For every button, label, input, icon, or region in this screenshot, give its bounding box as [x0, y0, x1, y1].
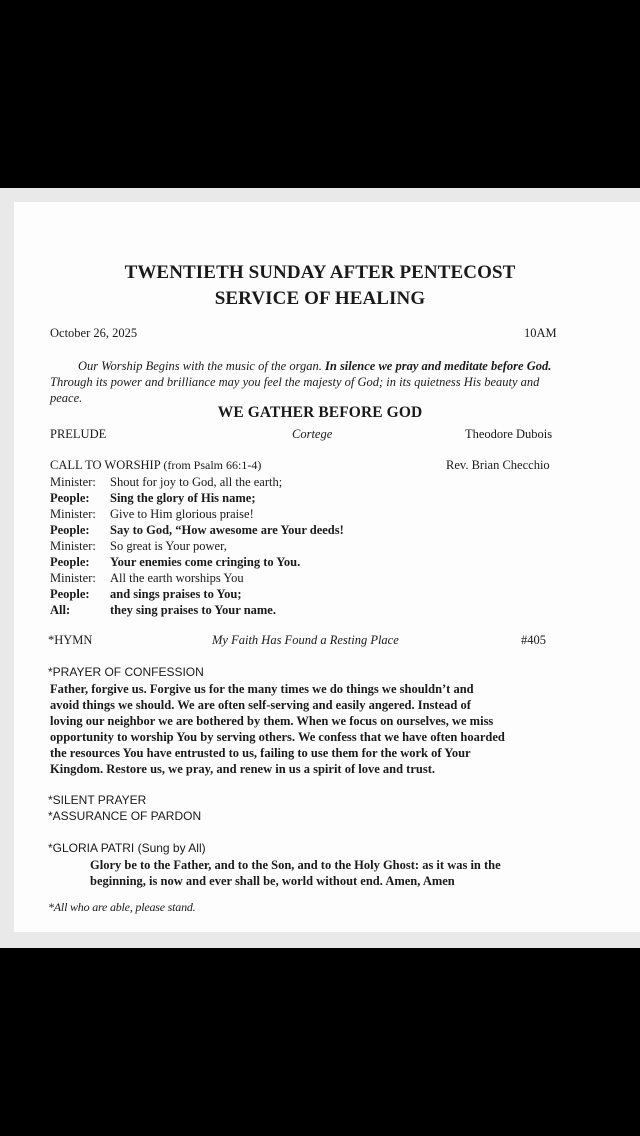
call-to-worship-reference: (from Psalm 66:1-4) — [163, 458, 262, 472]
gloria-label: *GLORIA PATRI (Sung by All) — [48, 841, 206, 855]
page-subtitle: SERVICE OF HEALING — [214, 288, 426, 309]
confession-text: Father, forgive us. Forgive us for the many times we do things we shouldn’t and avoid things we should. We are often self-serving and easily angered. Instead of loving our neighbor we are bothered by them. When we focus on ourselves, we miss opportunity to worship You by serving others. We confess that we have often hoarded the resources You have entrusted to us, failing to use them for the work of Your Kingdom. Restore us, we pray, and renew in us a spirit of love and trust. — [50, 682, 505, 776]
assurance-label: *ASSURANCE OF PARDON — [48, 809, 202, 823]
hymn-number: #405 — [521, 633, 546, 647]
hymn-label: *HYMN — [48, 633, 93, 647]
intro-part2: In silence we pray and meditate before God. — [325, 359, 552, 373]
service-date: October 26, 2025 — [50, 326, 138, 340]
bulletin-page — [0, 188, 640, 948]
prelude-label: PRELUDE — [50, 427, 107, 441]
reading-line-minister: Minister: Shout for joy to God, all the earth; — [50, 475, 283, 489]
prelude-piece: Cortege — [292, 427, 333, 441]
reading-line-minister: Minister: All the earth worships You — [50, 571, 244, 585]
section-heading: WE GATHER BEFORE GOD — [217, 404, 423, 421]
responsive-reading — [50, 474, 344, 618]
intro-paragraph — [50, 358, 570, 406]
hymn-title: My Faith Has Found a Resting Place — [212, 633, 399, 647]
reading-line-minister: Minister: So great is Your power, — [50, 539, 227, 553]
reading-line-people: People: Your enemies come cringing to You. — [50, 555, 301, 569]
call-to-worship-label — [50, 458, 261, 473]
intro-part1: Our Worship Begins with the music of the organ. — [78, 359, 322, 373]
reading-line-all: All: they sing praises to Your name. — [50, 603, 276, 617]
silent-prayer-label: *SILENT PRAYER — [48, 793, 147, 807]
reading-line-minister: Minister: Give to Him glorious praise! — [50, 507, 254, 521]
bulletin-sheet — [14, 202, 640, 932]
intro-part3: Through its power and brilliance may you feel the majesty of God; in its quietness His beauty and peace. — [50, 375, 540, 405]
reading-line-people: People: Say to God, “How awesome are Your deeds! — [50, 523, 344, 537]
prelude-composer: Theodore Dubois — [465, 427, 553, 441]
call-to-worship-title: CALL TO WORSHIP — [50, 458, 161, 472]
reading-line-people: People: Sing the glory of His name; — [50, 491, 256, 505]
page-title: TWENTIETH SUNDAY AFTER PENTECOST — [124, 262, 516, 283]
footnote: *All who are able, please stand. — [48, 900, 196, 914]
confession-label: *PRAYER OF CONFESSION — [48, 665, 204, 679]
call-to-worship-leader: Rev. Brian Checchio — [446, 458, 550, 472]
service-time: 10AM — [524, 326, 557, 340]
gloria-text: Glory be to the Father, and to the Son, and to the Holy Ghost: as it was in the beginning, is now and ever shall be, world without end. Amen, Amen — [90, 858, 501, 888]
reading-line-people: People: and sings praises to You; — [50, 587, 242, 601]
